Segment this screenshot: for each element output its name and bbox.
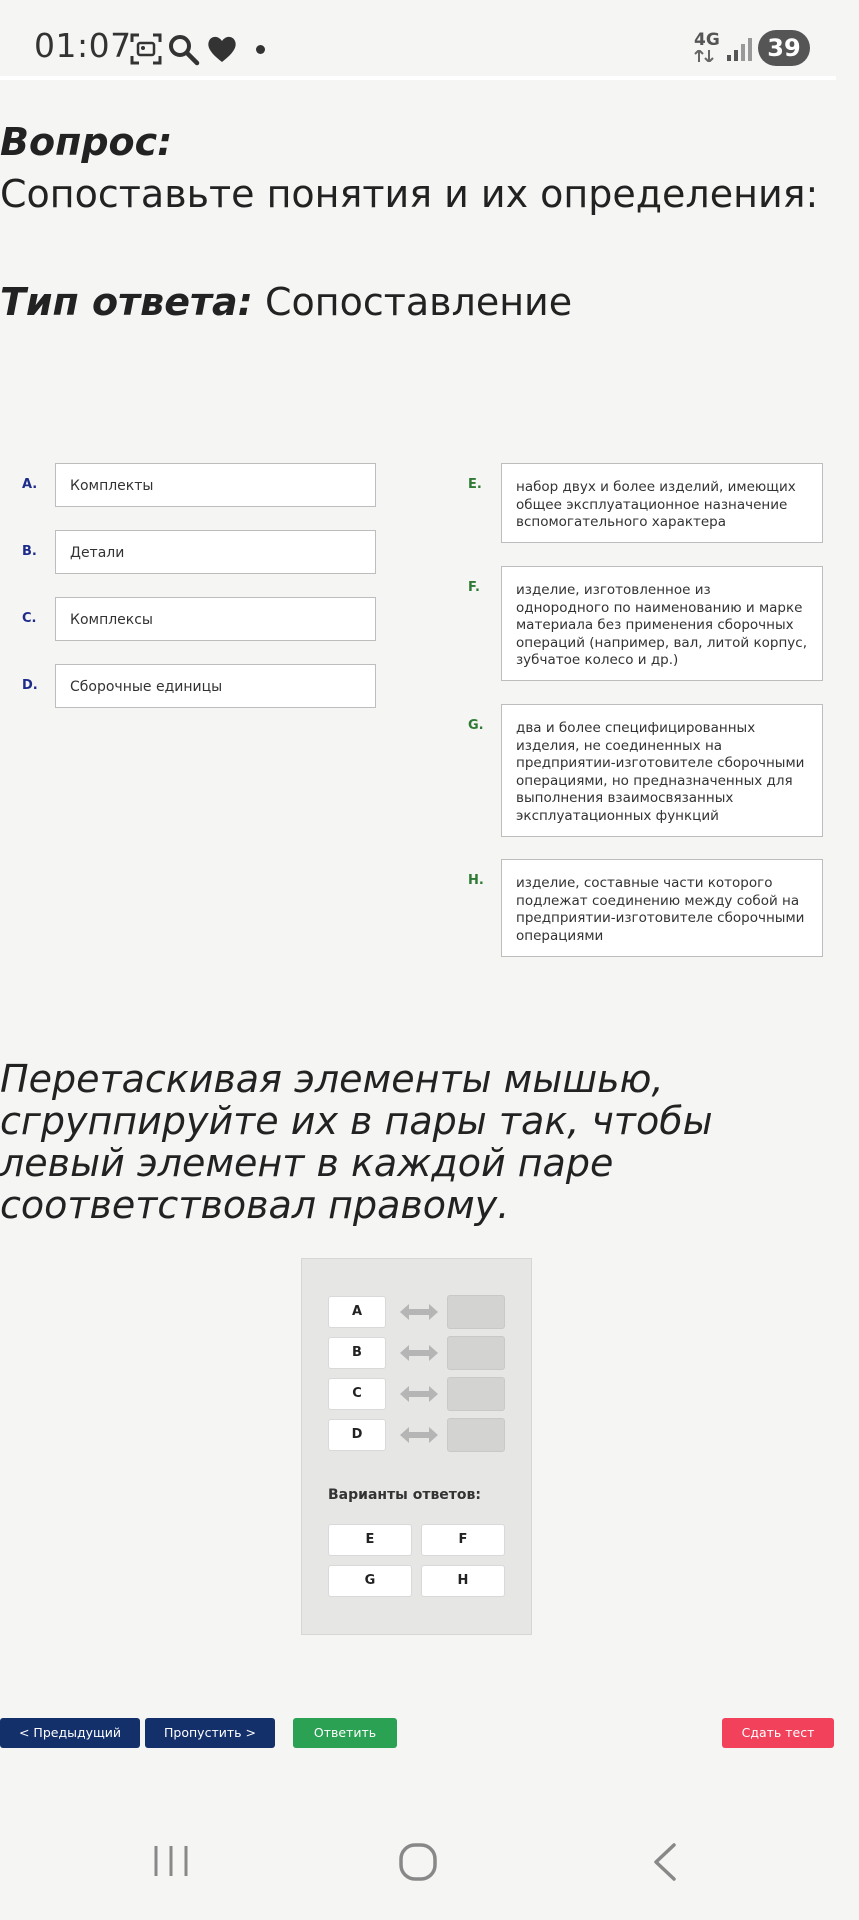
pair-drop-target[interactable] (447, 1377, 505, 1411)
right-item-box[interactable]: изделие, изготовленное из однородного по наименованию и марке материала без применения сборочных операций (например, вал, литой корпус, зубчатое колесо и др.) (501, 566, 823, 681)
previous-button[interactable]: < Предыдущий (0, 1718, 140, 1748)
answer-option[interactable]: F (421, 1524, 505, 1556)
left-item-letter: A. (22, 477, 38, 492)
left-item-box[interactable]: Сборочные единицы (55, 664, 376, 708)
heart-icon (205, 32, 239, 66)
pair-left-label: C (328, 1378, 386, 1410)
network-type: 4G (694, 30, 720, 50)
double-arrow-icon (400, 1384, 438, 1404)
right-item-letter: H. (468, 873, 484, 888)
header-divider (0, 76, 836, 80)
right-item-letter: G. (468, 718, 484, 733)
left-item-letter: D. (22, 678, 38, 693)
left-item-box[interactable]: Детали (55, 530, 376, 574)
home-icon[interactable] (398, 1842, 438, 1882)
screenshot-icon (129, 32, 163, 66)
right-item-letter: E. (468, 477, 482, 492)
double-arrow-icon (400, 1425, 438, 1445)
right-item-box[interactable]: два и более специфицированных изделия, не соединенных на предприятии-изготовителе сборочными операциями, но предназначенных для выполнения взаимосвязанных эксплуатационных функций (501, 704, 823, 837)
battery-indicator: 39 (758, 30, 810, 66)
left-item-letter: C. (22, 611, 37, 626)
answer-option[interactable]: E (328, 1524, 412, 1556)
question-label: Вопрос: (0, 120, 173, 164)
pair-left-label: D (328, 1419, 386, 1451)
answer-type-value: Сопоставление (264, 280, 573, 324)
pair-drop-target[interactable] (447, 1295, 505, 1329)
recent-apps-icon[interactable] (152, 1844, 190, 1878)
answer-button[interactable]: Ответить (293, 1718, 397, 1748)
signal-icon (726, 36, 752, 62)
right-item-box[interactable]: набор двух и более изделий, имеющих общее эксплуатационное назначение вспомогательного характера (501, 463, 823, 543)
right-item-letter: F. (468, 580, 480, 595)
pair-left-label: B (328, 1337, 386, 1369)
skip-button[interactable]: Пропустить > (145, 1718, 275, 1748)
status-time: 01:07 (34, 26, 132, 65)
options-label: Варианты ответов: (328, 1487, 481, 1503)
answer-option[interactable]: G (328, 1565, 412, 1597)
search-icon (166, 32, 200, 66)
pair-left-label: A (328, 1296, 386, 1328)
left-item-box[interactable]: Комплексы (55, 597, 376, 641)
submit-test-button[interactable]: Сдать тест (722, 1718, 834, 1748)
answer-option[interactable]: H (421, 1565, 505, 1597)
notification-dot-icon (256, 45, 265, 54)
pair-drop-target[interactable] (447, 1336, 505, 1370)
instruction-text: Перетаскивая элементы мышью, сгруппируйте их в пары так, чтобы левый элемент в каждой паре соответствовал правому. (0, 1057, 713, 1227)
data-arrows-icon (694, 50, 714, 62)
left-item-letter: B. (22, 544, 37, 559)
answer-type (0, 280, 572, 324)
left-item-box[interactable]: Комплекты (55, 463, 376, 507)
double-arrow-icon (400, 1302, 438, 1322)
right-item-box[interactable]: изделие, составные части которого подлежат соединению между собой на предприятии-изготовителе сборочными операциями (501, 859, 823, 957)
double-arrow-icon (400, 1343, 438, 1363)
answer-type-label: Тип ответа: (0, 280, 253, 324)
pair-drop-target[interactable] (447, 1418, 505, 1452)
back-icon[interactable] (650, 1842, 680, 1882)
question-text: Сопоставьте понятия и их определения: (0, 172, 819, 216)
